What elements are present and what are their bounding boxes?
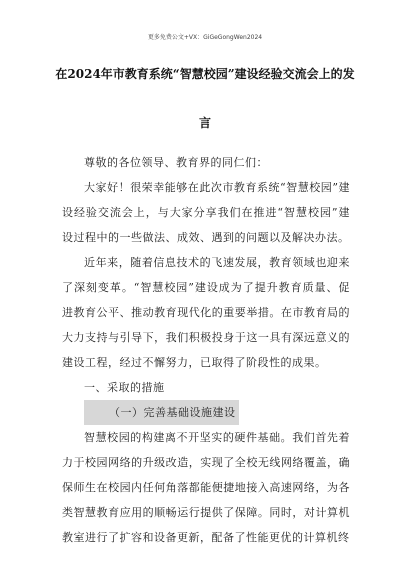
title-line-1: 在2024年市教育系统“智慧校园”建设经验交流会上的发	[55, 67, 355, 81]
subsection-heading	[62, 400, 350, 425]
header-note: 更多免费公文+VX：GiGeGongWen2024	[147, 34, 263, 41]
title-line-2: 言	[198, 116, 211, 130]
section-heading: 一、采取的措施	[84, 381, 165, 394]
subsection-heading-text: （一）完善基础设施建设	[84, 400, 239, 425]
document-title	[30, 66, 380, 132]
document-body	[62, 150, 350, 550]
paragraph-infrastructure: 智慧校园的构建离不开坚实的硬件基础。我们首先着力于校园网络的升级改造，实现了全校无线网络覆盖，确保师生在校园内任何角落都能便捷地接入高速网络，为各类智慧教育应用的顺畅运行提供了保障。同时，对计算机教室进行了扩容和设备更新，配备了性能更优的计算机终	[62, 431, 350, 544]
paragraph-background: 近年来，随着信息技术的飞速发展，教育领域也迎来了深刻变革。“智慧校园”建设成为了提升教育质量、促进教育公平、推动教育现代化的重要举措。在市教育局的大力支持与引导下，我们积极投身于这一具有深远意义的建设工程，经过不懈努力，已取得了阶段性的成果。	[62, 256, 350, 369]
salutation: 尊敬的各位领导、教育界的同仁们：	[84, 156, 268, 169]
paragraph-greeting: 大家好！很荣幸能够在此次市教育系统“智慧校园”建设经验交流会上，与大家分享我们在推进“智慧校园”建设过程中的一些做法、成效、遇到的问题以及解决办法。	[62, 181, 350, 244]
